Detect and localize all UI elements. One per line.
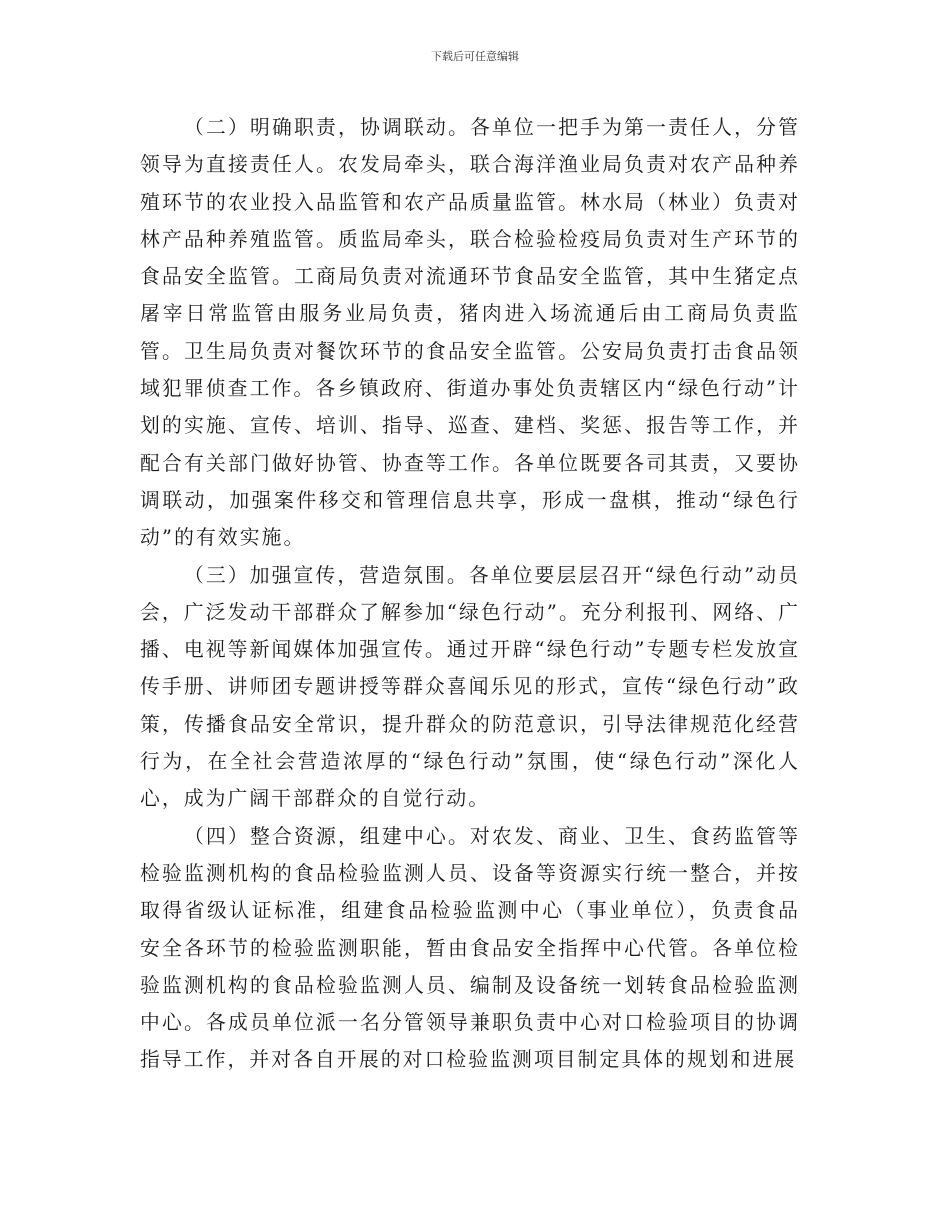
paragraph-2-responsibilities: （二）明确职责，协调联动。各单位一把手为第一责任人，分管领导为直接责任人。农发局牵头，联合海洋渔业局负责对农产品种养殖环节的农业投入品监管和农产品质量监管。林水局（林业）负责对林产品种养殖监管。质监局牵头，联合检验检疫局负责对生产环节的食品安全监管。工商局负责对流通环节食品安全监管，其中生猪定点屠宰日常监管由服务业局负责，猪肉进入场流通后由工商局负责监管。卫生局负责对餐饮环节的食品安全监管。公安局负责打击食品领域犯罪侦查工作。各乡镇政府、街道办事处负责辖区内“绿色行动”计划的实施、宣传、培训、指导、巡查、建档、奖惩、报告等工作，并配合有关部门做好协管、协查等工作。各单位既要各司其责，又要协调联动，加强案件移交和管理信息共享，形成一盘棋，推动“绿色行动”的有效实施。 xyxy=(140,116,800,550)
paragraph-3-publicity: （三）加强宣传，营造氛围。各单位要层层召开“绿色行动”动员会，广泛发动干部群众了解参加“绿色行动”。充分利报刊、网络、广播、电视等新闻媒体加强宣传。通过开辟“绿色行动”专题专栏发放宣传手册、讲师团专题讲授等群众喜闻乐见的形式，宣传“绿色行动”政策，传播食品安全常识，提升群众的防范意识，引导法律规范化经营行为，在全社会营造浓厚的“绿色行动”氛围，使“绿色行动”深化人心，成为广阔干部群众的自觉行动。 xyxy=(140,563,800,811)
document-body xyxy=(140,109,800,1079)
paragraph-4-resources: （四）整合资源，组建中心。对农发、商业、卫生、食药监管等检验监测机构的食品检验监测人员、设备等资源实行统一整合，并按取得省级认证标准，组建食品检验监测中心（事业单位），负责食品安全各环节的检验监测职能，暂由食品安全指挥中心代管。各单位检验监测机构的食品检验监测人员、编制及设备统一划转食品检验监测中心。各成员单位派一名分管领导兼职负责中心对口检验项目的协调指导工作，并对各自开展的对口检验监测项目制定具体的规划和进展 xyxy=(140,824,800,1072)
page-header: 下载后可任意编辑 xyxy=(431,50,519,63)
